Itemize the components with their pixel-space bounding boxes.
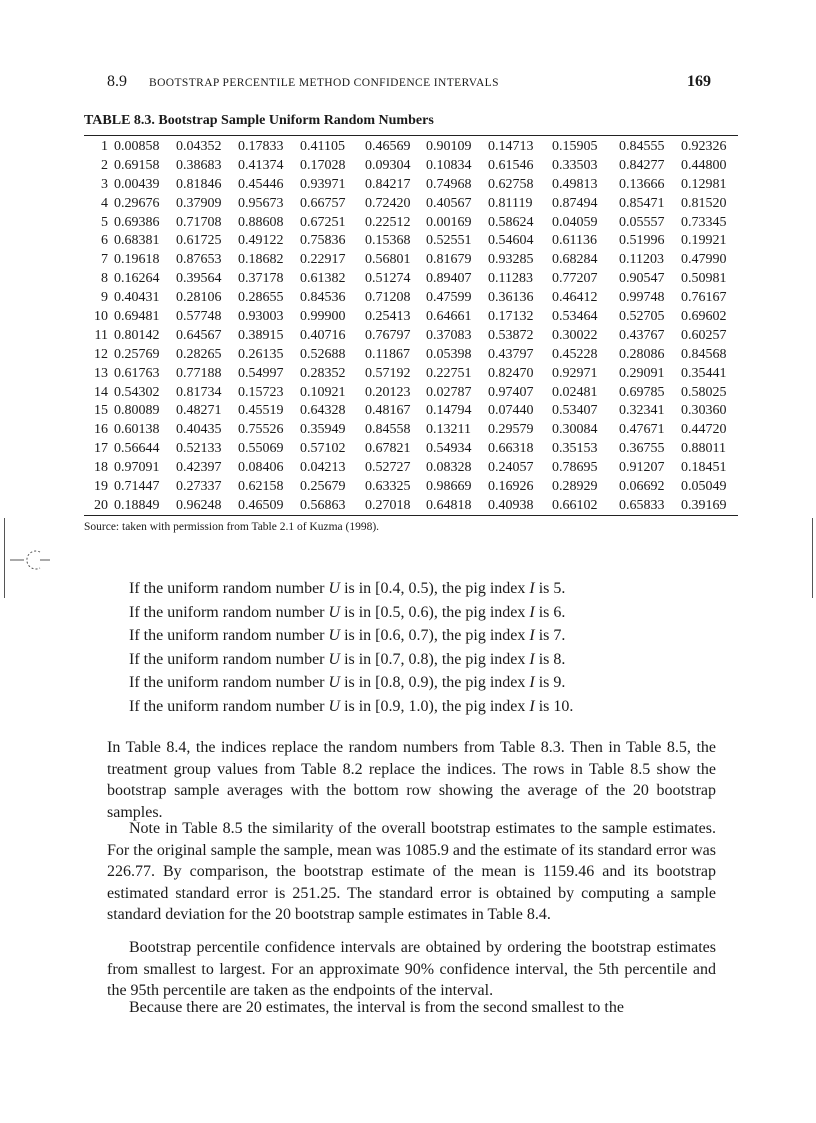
row-index: 11 — [94, 327, 108, 343]
table-cell: 0.64818 — [426, 497, 472, 513]
table-cell: 0.19618 — [114, 252, 160, 268]
table-cell: 0.38915 — [238, 327, 284, 343]
table-cell: 0.09304 — [365, 157, 411, 173]
table-cell: 0.16264 — [114, 271, 160, 287]
table-cell: 0.45228 — [552, 346, 598, 362]
table-cell: 0.62758 — [488, 176, 534, 192]
rule-post: is 6. — [534, 603, 566, 621]
rule-var2: I — [529, 650, 535, 668]
table-cell: 0.81520 — [681, 195, 727, 211]
table-cell: 0.37909 — [176, 195, 222, 211]
table-cell: 0.44800 — [681, 157, 727, 173]
table-cell: 0.64661 — [426, 309, 472, 325]
table-cell: 0.56801 — [365, 252, 411, 268]
table-top-rule — [84, 135, 738, 136]
table-cell: 0.61763 — [114, 365, 160, 381]
table-cell: 0.78695 — [552, 460, 598, 476]
table-row — [84, 459, 738, 478]
table-cell: 0.52727 — [365, 460, 411, 476]
table-cell: 0.56863 — [300, 497, 346, 513]
table-row — [84, 214, 738, 233]
table-cell: 0.81119 — [488, 195, 533, 211]
rule-var1: U — [328, 650, 341, 668]
row-index: 4 — [101, 195, 108, 211]
rule-var2: I — [529, 674, 535, 691]
table-cell: 0.10834 — [426, 157, 472, 173]
row-index: 16 — [94, 422, 108, 438]
table-cell: 0.40938 — [488, 497, 534, 513]
table-row — [84, 232, 738, 251]
table-cell: 0.18849 — [114, 497, 160, 513]
rule-line — [129, 671, 573, 695]
rule-var1: U — [328, 603, 341, 621]
table-cell: 0.49122 — [238, 233, 284, 249]
paragraph-2: Note in Table 8.5 the similarity of the overall bootstrap estimates to the sample estimates. For the original sample the sample, mean was 1085.9 and the estimate of its standard error was 226.77. By comparison, the bootstrap estimate of the mean is 1159.46 and its bootstrap estimated standard error is 251.25. The standard error is obtained by computing a sample standard deviation for the 20 bootstrap sample estimates in Table 8.4. — [107, 820, 716, 924]
table-cell: 0.73345 — [681, 214, 727, 230]
table-cell: 0.28929 — [552, 479, 598, 495]
table-cell: 0.30022 — [552, 327, 598, 343]
section-number: 8.9 — [107, 73, 127, 90]
table-cell: 0.47671 — [619, 422, 665, 438]
row-index: 17 — [94, 441, 108, 457]
table-row — [84, 402, 738, 421]
table-cell: 0.39169 — [681, 497, 727, 513]
table-cell: 0.82470 — [488, 365, 534, 381]
pig-index-rules — [129, 577, 573, 718]
table-cell: 0.08328 — [426, 460, 472, 476]
table-cell: 0.58624 — [488, 214, 534, 230]
table-cell: 0.39564 — [176, 271, 222, 287]
table-row — [84, 327, 738, 346]
table-cell: 0.90109 — [426, 139, 472, 154]
table-cell: 0.38683 — [176, 157, 222, 173]
table-cell: 0.80142 — [114, 327, 160, 343]
table-cell: 0.87494 — [552, 195, 598, 211]
table-cell: 0.22751 — [426, 365, 472, 381]
table-cell: 0.53872 — [488, 327, 534, 343]
crop-line-right — [812, 518, 813, 598]
table-cell: 0.33503 — [552, 157, 598, 173]
table-cell: 0.32341 — [619, 403, 665, 419]
table-row — [84, 270, 738, 289]
table-cell: 0.48167 — [365, 403, 411, 419]
table-cell: 0.05398 — [426, 346, 472, 362]
table-row — [84, 251, 738, 270]
table-cell: 0.84568 — [681, 346, 727, 362]
table-cell: 0.15723 — [238, 384, 284, 400]
table-cell: 0.66102 — [552, 497, 598, 513]
table-cell: 0.60257 — [681, 327, 727, 343]
table-cell: 0.05049 — [681, 479, 727, 495]
table-row — [84, 478, 738, 497]
table-cell: 0.37178 — [238, 271, 284, 287]
table-cell: 0.62158 — [238, 479, 284, 495]
table-cell: 0.00439 — [114, 176, 160, 192]
table-cell: 0.60138 — [114, 422, 160, 438]
table-cell: 0.64567 — [176, 327, 222, 343]
paragraph-1: In Table 8.4, the indices replace the random numbers from Table 8.3. Then in Table 8.5, the treatment group values from Table 8.2 replace the indices. The rows in Table 8.5 show the bootstrap sample averages with the bottom row showing the average of the 20 bootstrap samples. — [107, 739, 716, 821]
table-cell: 0.66318 — [488, 441, 534, 457]
table-cell: 0.00858 — [114, 139, 160, 154]
table-cell: 0.89407 — [426, 271, 472, 287]
table-cell: 0.04213 — [300, 460, 346, 476]
table-cell: 0.61546 — [488, 157, 534, 173]
table-cell: 0.74968 — [426, 176, 472, 192]
table-cell: 0.25679 — [300, 479, 346, 495]
row-index: 5 — [101, 214, 108, 230]
table-cell: 0.40567 — [426, 195, 472, 211]
table-cell: 0.43767 — [619, 327, 665, 343]
table-cell: 0.90547 — [619, 271, 665, 287]
rule-post: is 5. — [534, 580, 566, 597]
table-cell: 0.35441 — [681, 365, 727, 381]
registration-mark-icon — [10, 548, 50, 572]
row-index: 7 — [101, 252, 108, 268]
table-cell: 0.52133 — [176, 441, 222, 457]
table-cell: 0.84555 — [619, 139, 665, 154]
table-cell: 0.75526 — [238, 422, 284, 438]
table-cell: 0.15368 — [365, 233, 411, 249]
rule-pre: If the uniform random number — [129, 674, 329, 691]
table-cell: 0.46412 — [552, 290, 598, 306]
table-cell: 0.54934 — [426, 441, 472, 457]
table-cell: 0.61725 — [176, 233, 222, 249]
table-row — [84, 497, 738, 516]
table-row — [84, 308, 738, 327]
table-cell: 0.22512 — [365, 214, 411, 230]
row-index: 19 — [94, 479, 108, 495]
table-cell: 0.29676 — [114, 195, 160, 211]
table-cell: 0.08406 — [238, 460, 284, 476]
rule-var2: I — [529, 580, 535, 597]
table-cell: 0.11283 — [488, 271, 533, 287]
table-cell: 0.64328 — [300, 403, 346, 419]
rule-var2: I — [529, 697, 535, 715]
table-cell: 0.49813 — [552, 176, 598, 192]
table-cell: 0.51996 — [619, 233, 665, 249]
table-cell: 0.12981 — [681, 176, 727, 192]
table-cell: 0.11203 — [619, 252, 664, 268]
table-row — [84, 195, 738, 214]
rule-pre: If the uniform random number — [129, 627, 329, 644]
table-cell: 0.02787 — [426, 384, 472, 400]
running-header-title: BOOTSTRAP PERCENTILE METHOD CONFIDENCE INTERVALS — [149, 77, 499, 89]
table-cell: 0.36136 — [488, 290, 534, 306]
rule-var2: I — [529, 627, 535, 644]
table-row — [84, 440, 738, 459]
rule-var1: U — [328, 697, 341, 715]
rule-pre: If the uniform random number — [129, 603, 329, 621]
table-cell: 0.42397 — [176, 460, 222, 476]
rule-var2: I — [529, 603, 535, 621]
table-cell: 0.30360 — [681, 403, 727, 419]
table-cell: 0.55069 — [238, 441, 284, 457]
table-cell: 0.93971 — [300, 176, 346, 192]
rule-var1: U — [328, 674, 341, 691]
table-cell: 0.30084 — [552, 422, 598, 438]
table-cell: 0.47990 — [681, 252, 727, 268]
rule-mid: is in [0.9, 1.0), the pig index — [340, 697, 530, 715]
table-cell: 0.53464 — [552, 309, 598, 325]
table-cell: 0.15905 — [552, 139, 598, 154]
table-cell: 0.17132 — [488, 309, 534, 325]
table-cell: 0.63325 — [365, 479, 411, 495]
table-row — [84, 289, 738, 308]
table-cell: 0.18451 — [681, 460, 727, 476]
table-cell: 0.71708 — [176, 214, 222, 230]
table-cell: 0.40716 — [300, 327, 346, 343]
table-cell: 0.66757 — [300, 195, 346, 211]
table-row — [84, 138, 738, 157]
rule-mid: is in [0.8, 0.9), the pig index — [340, 674, 530, 691]
table-cell: 0.28106 — [176, 290, 222, 306]
row-index: 2 — [101, 157, 108, 173]
row-index: 20 — [94, 497, 108, 513]
rule-mid: is in [0.7, 0.8), the pig index — [340, 650, 530, 668]
table-cell: 0.25413 — [365, 309, 411, 325]
table-cell: 0.95673 — [238, 195, 284, 211]
table-cell: 0.29579 — [488, 422, 534, 438]
table-cell: 0.41105 — [300, 139, 345, 154]
table-cell: 0.40431 — [114, 290, 160, 306]
table-cell: 0.98669 — [426, 479, 472, 495]
rule-mid: is in [0.5, 0.6), the pig index — [340, 603, 530, 621]
table-cell: 0.68381 — [114, 233, 160, 249]
table-cell: 0.28655 — [238, 290, 284, 306]
paragraph-4: Because there are 20 estimates, the interval is from the second smallest to the — [129, 999, 624, 1016]
table-cell: 0.27337 — [176, 479, 222, 495]
table-cell: 0.93285 — [488, 252, 534, 268]
row-index: 13 — [94, 365, 108, 381]
table-row — [84, 176, 738, 195]
table-cell: 0.76797 — [365, 327, 411, 343]
table-cell: 0.56644 — [114, 441, 160, 457]
table-cell: 0.46509 — [238, 497, 284, 513]
table-cell: 0.77188 — [176, 365, 222, 381]
table-row — [84, 384, 738, 403]
table-cell: 0.97091 — [114, 460, 160, 476]
table-cell: 0.07440 — [488, 403, 534, 419]
table-cell: 0.28352 — [300, 365, 346, 381]
page-number: 169 — [687, 73, 711, 90]
table-cell: 0.45519 — [238, 403, 284, 419]
table-cell: 0.84558 — [365, 422, 411, 438]
rule-var1: U — [328, 627, 341, 644]
table-cell: 0.68284 — [552, 252, 598, 268]
table-cell: 0.19921 — [681, 233, 727, 249]
table-cell: 0.28265 — [176, 346, 222, 362]
table-cell: 0.80089 — [114, 403, 160, 419]
table-cell: 0.06692 — [619, 479, 665, 495]
table-cell: 0.46569 — [365, 139, 411, 154]
table-cell: 0.13211 — [426, 422, 471, 438]
table-cell: 0.81679 — [426, 252, 472, 268]
rule-pre: If the uniform random number — [129, 697, 329, 715]
table-cell: 0.76167 — [681, 290, 727, 306]
table-cell: 0.40435 — [176, 422, 222, 438]
table-cell: 0.61382 — [300, 271, 346, 287]
table-cell: 0.54302 — [114, 384, 160, 400]
table-cell: 0.24057 — [488, 460, 534, 476]
table-cell: 0.81734 — [176, 384, 222, 400]
table-cell: 0.52705 — [619, 309, 665, 325]
table-cell: 0.77207 — [552, 271, 598, 287]
table-cell: 0.52688 — [300, 346, 346, 362]
table-cell: 0.54604 — [488, 233, 534, 249]
rule-post: is 8. — [534, 650, 566, 668]
table-cell: 0.57748 — [176, 309, 222, 325]
table-cell: 0.99900 — [300, 309, 346, 325]
table-cell: 0.51274 — [365, 271, 411, 287]
table-cell: 0.44720 — [681, 422, 727, 438]
rule-mid: is in [0.4, 0.5), the pig index — [340, 580, 530, 597]
table-bottom-rule — [84, 515, 738, 516]
table-cell: 0.69386 — [114, 214, 160, 230]
table-cell: 0.97407 — [488, 384, 534, 400]
table-cell: 0.65833 — [619, 497, 665, 513]
table-row — [84, 365, 738, 384]
table-cell: 0.10921 — [300, 384, 346, 400]
table-cell: 0.45446 — [238, 176, 284, 192]
table-cell: 0.52551 — [426, 233, 472, 249]
table-cell: 0.02481 — [552, 384, 598, 400]
row-index: 15 — [94, 403, 108, 419]
table-cell: 0.58025 — [681, 384, 727, 400]
table-row — [84, 157, 738, 176]
row-index: 3 — [101, 176, 108, 192]
table-cell: 0.88608 — [238, 214, 284, 230]
table-cell: 0.53407 — [552, 403, 598, 419]
table-cell: 0.69602 — [681, 309, 727, 325]
table-cell: 0.71447 — [114, 479, 160, 495]
rule-line — [129, 577, 573, 601]
row-index: 18 — [94, 460, 108, 476]
table-source-note: Source: taken with permission from Table 2.1 of Kuzma (1998). — [84, 521, 380, 533]
table-cell: 0.57192 — [365, 365, 411, 381]
table-cell: 0.69158 — [114, 157, 160, 173]
rule-line — [129, 695, 573, 719]
table-cell: 0.88011 — [681, 441, 726, 457]
table-cell: 0.13666 — [619, 176, 665, 192]
rule-post: is 10. — [534, 697, 574, 715]
table-cell: 0.81846 — [176, 176, 222, 192]
row-index: 12 — [94, 346, 108, 362]
table-cell: 0.69785 — [619, 384, 665, 400]
table-cell: 0.96248 — [176, 497, 222, 513]
table-cell: 0.85471 — [619, 195, 665, 211]
table-cell: 0.54997 — [238, 365, 284, 381]
row-index: 14 — [94, 384, 108, 400]
table-cell: 0.41374 — [238, 157, 284, 173]
table-cell: 0.27018 — [365, 497, 411, 513]
table-cell: 0.50981 — [681, 271, 727, 287]
rule-line — [129, 601, 573, 625]
table-cell: 0.75836 — [300, 233, 346, 249]
paragraph-3: Bootstrap percentile confidence intervals are obtained by ordering the bootstrap estimates from smallest to largest. For an approximate 90% confidence interval, the 5th percentile and the 95th percentile are taken as the endpoints of the interval. — [107, 939, 716, 1000]
table-cell: 0.61136 — [552, 233, 597, 249]
rule-post: is 9. — [534, 674, 566, 691]
rule-line — [129, 648, 573, 672]
table-cell: 0.87653 — [176, 252, 222, 268]
table-cell: 0.22917 — [300, 252, 346, 268]
row-index: 1 — [101, 139, 108, 154]
row-index: 6 — [101, 233, 108, 249]
table-cell: 0.48271 — [176, 403, 222, 419]
table-cell: 0.92971 — [552, 365, 598, 381]
table-caption: TABLE 8.3. Bootstrap Sample Uniform Random Numbers — [84, 113, 434, 128]
table-cell: 0.99748 — [619, 290, 665, 306]
rule-mid: is in [0.6, 0.7), the pig index — [340, 627, 530, 644]
table-cell: 0.92326 — [681, 139, 727, 154]
crop-line-left — [4, 518, 5, 598]
table-cell: 0.72420 — [365, 195, 411, 211]
table-cell: 0.29091 — [619, 365, 665, 381]
table-cell: 0.84217 — [365, 176, 411, 192]
rule-post: is 7. — [534, 627, 566, 644]
table-cell: 0.25769 — [114, 346, 160, 362]
table-row — [84, 421, 738, 440]
row-index: 10 — [94, 309, 108, 325]
row-index: 8 — [101, 271, 108, 287]
table-cell: 0.35949 — [300, 422, 346, 438]
rule-var1: U — [328, 580, 341, 597]
rule-line — [129, 624, 573, 648]
table-cell: 0.14713 — [488, 139, 534, 154]
rule-pre: If the uniform random number — [129, 580, 329, 597]
table-cell: 0.47599 — [426, 290, 472, 306]
table-cell: 0.04059 — [552, 214, 598, 230]
table-cell: 0.00169 — [426, 214, 472, 230]
table-cell: 0.17028 — [300, 157, 346, 173]
table-cell: 0.37083 — [426, 327, 472, 343]
table-cell: 0.71208 — [365, 290, 411, 306]
table-cell: 0.04352 — [176, 139, 222, 154]
table-cell: 0.28086 — [619, 346, 665, 362]
table-cell: 0.84536 — [300, 290, 346, 306]
table-cell: 0.05557 — [619, 214, 665, 230]
table-cell: 0.11867 — [365, 346, 410, 362]
table-cell: 0.35153 — [552, 441, 598, 457]
table-cell: 0.67821 — [365, 441, 411, 457]
table-cell: 0.17833 — [238, 139, 284, 154]
table-cell: 0.91207 — [619, 460, 665, 476]
table-row — [84, 346, 738, 365]
random-number-table — [84, 138, 738, 516]
table-cell: 0.16926 — [488, 479, 534, 495]
table-cell: 0.67251 — [300, 214, 346, 230]
table-cell: 0.18682 — [238, 252, 284, 268]
table-cell: 0.84277 — [619, 157, 665, 173]
table-cell: 0.26135 — [238, 346, 284, 362]
table-cell: 0.57102 — [300, 441, 346, 457]
table-cell: 0.69481 — [114, 309, 160, 325]
rule-pre: If the uniform random number — [129, 650, 329, 668]
row-index: 9 — [101, 290, 108, 306]
table-cell: 0.93003 — [238, 309, 284, 325]
table-cell: 0.14794 — [426, 403, 472, 419]
table-cell: 0.36755 — [619, 441, 665, 457]
table-cell: 0.43797 — [488, 346, 534, 362]
table-cell: 0.20123 — [365, 384, 411, 400]
